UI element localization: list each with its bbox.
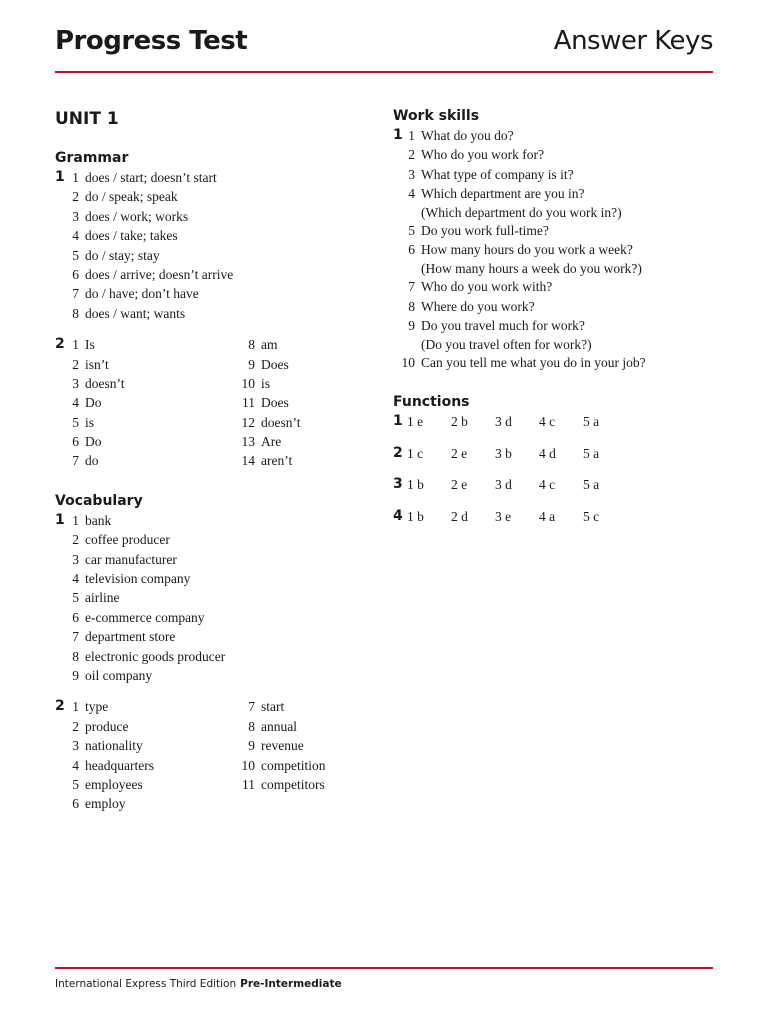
- answer-item: [393, 126, 713, 145]
- functions-answer: 2 b: [451, 414, 468, 430]
- item-answer: start: [261, 699, 285, 715]
- vocabulary-exercise-2-right: [231, 697, 326, 813]
- footer-divider: [55, 967, 713, 969]
- answer-item: [55, 335, 231, 354]
- item-number: 9: [408, 318, 415, 334]
- item-number: 3: [408, 166, 415, 182]
- functions-exercise: [393, 412, 713, 443]
- functions-answer: 4 c: [539, 477, 556, 493]
- answer-item: [55, 697, 231, 716]
- answer-item: [55, 608, 375, 627]
- vocabulary-exercise-2: [55, 697, 375, 813]
- answer-item: [55, 168, 375, 187]
- item-number: 1: [72, 699, 79, 715]
- answer-item: [55, 794, 231, 813]
- exercise-number: 2: [55, 336, 65, 353]
- item-number: 9: [248, 738, 255, 754]
- answer-item: [393, 316, 713, 335]
- item-answer: Do: [85, 434, 102, 450]
- answer-item: [55, 265, 375, 284]
- answer-item: [55, 588, 375, 607]
- item-answer: does / work; works: [85, 208, 189, 224]
- vocabulary-exercise-2-left: [55, 697, 231, 813]
- footer-edition: International Express Third Edition: [55, 978, 237, 990]
- exercise-number: 1: [55, 169, 65, 185]
- item-number: 8: [72, 648, 79, 664]
- item-answer: produce: [85, 718, 129, 734]
- vocabulary-exercise-1: [55, 511, 375, 686]
- page-title: Progress Test: [55, 26, 248, 56]
- functions-answers: [393, 412, 713, 538]
- grammar-exercise-1: [55, 168, 375, 323]
- functions-answer: 4 c: [539, 414, 556, 430]
- functions-heading: Functions: [393, 394, 470, 411]
- functions-answer: 4 a: [539, 508, 556, 524]
- exercise-number: 3: [393, 476, 403, 493]
- exercise-number: 4: [393, 507, 403, 524]
- item-number: 4: [72, 571, 79, 587]
- item-answer: Do you work full-time?: [421, 223, 549, 239]
- answer-item: [393, 240, 713, 259]
- item-alternative: (Do you travel often for work?): [421, 336, 592, 352]
- answer-item: [231, 756, 326, 775]
- item-number: 5: [72, 414, 79, 430]
- work-skills-heading: Work skills: [393, 108, 480, 124]
- item-number: 8: [248, 718, 255, 734]
- item-answer: Do you travel much for work?: [421, 318, 585, 334]
- item-answer: isn’t: [85, 356, 109, 372]
- answer-item: [55, 717, 231, 736]
- item-number: 2: [72, 532, 79, 548]
- item-number: 7: [408, 279, 415, 295]
- item-number: 6: [72, 796, 79, 812]
- item-answer: does / want; wants: [85, 305, 186, 321]
- item-number: 4: [72, 757, 79, 773]
- item-answer: Do: [85, 395, 102, 411]
- item-answer: type: [85, 699, 109, 715]
- item-number: 2: [72, 189, 79, 205]
- item-number: 14: [241, 453, 255, 469]
- item-answer: nationality: [85, 738, 143, 754]
- answer-item: [55, 393, 231, 412]
- item-answer: do: [85, 453, 99, 469]
- answer-item: [55, 355, 231, 374]
- answer-item: [231, 451, 301, 470]
- item-answer: car manufacturer: [85, 551, 177, 567]
- answer-item: [55, 550, 375, 569]
- item-number: 3: [72, 738, 79, 754]
- answer-alternative: [393, 260, 713, 278]
- answer-item: [231, 736, 326, 755]
- item-number: 10: [241, 757, 255, 773]
- item-number: 4: [408, 186, 415, 202]
- item-answer: do / stay; stay: [85, 247, 160, 263]
- item-number: 9: [248, 356, 255, 372]
- functions-exercise: [393, 444, 713, 475]
- exercise-number: 1: [393, 413, 403, 430]
- item-number: 10: [241, 375, 255, 391]
- grammar-exercise-2-left: [55, 335, 231, 471]
- answer-item: [231, 717, 326, 736]
- item-answer: Where do you work?: [421, 298, 535, 314]
- item-number: 6: [72, 266, 79, 282]
- functions-answer: 3 d: [495, 477, 512, 493]
- item-number: 2: [72, 356, 79, 372]
- item-answer: e-commerce company: [85, 609, 205, 625]
- item-number: 13: [241, 434, 255, 450]
- item-number: 2: [408, 147, 415, 163]
- answer-item: [55, 187, 375, 206]
- functions-answer: 1 b: [407, 508, 424, 524]
- functions-answer: 2 e: [451, 445, 468, 461]
- item-answer: Does: [261, 356, 289, 372]
- header-divider: [55, 71, 713, 73]
- functions-answer: 3 b: [495, 445, 512, 461]
- answer-item: [55, 226, 375, 245]
- grammar-heading: Grammar: [55, 150, 129, 166]
- functions-answer: 5 a: [583, 445, 600, 461]
- item-answer: airline: [85, 590, 120, 606]
- item-answer: competitors: [261, 776, 325, 792]
- item-answer: coffee producer: [85, 532, 170, 548]
- answer-item: [55, 569, 375, 588]
- item-alternative: (Which department do you work in?): [421, 204, 622, 220]
- right-column: [393, 106, 713, 538]
- footer-level: Pre-Intermediate: [240, 978, 342, 990]
- item-answer: electronic goods producer: [85, 648, 226, 664]
- answer-item: [231, 393, 301, 412]
- item-number: 5: [72, 247, 79, 263]
- answer-item: [231, 697, 326, 716]
- answer-item: [55, 246, 375, 265]
- answer-item: [55, 756, 231, 775]
- item-answer: competition: [261, 757, 326, 773]
- item-answer: bank: [85, 512, 112, 528]
- answer-item: [55, 627, 375, 646]
- answer-item: [393, 353, 713, 372]
- answer-item: [393, 297, 713, 316]
- item-number: 12: [241, 414, 255, 430]
- functions-exercise: [393, 507, 713, 538]
- item-answer: oil company: [85, 667, 153, 683]
- item-number: 9: [72, 667, 79, 683]
- answer-item: [393, 165, 713, 184]
- item-number: 1: [72, 170, 79, 185]
- item-number: 7: [72, 629, 79, 645]
- functions-answer: 1 c: [407, 445, 424, 461]
- item-answer: Which department are you in?: [421, 186, 585, 202]
- item-answer: revenue: [261, 738, 304, 754]
- exercise-number: 1: [55, 511, 65, 528]
- item-answer: What do you do?: [421, 128, 514, 143]
- item-answer: Who do you work for?: [421, 147, 544, 163]
- answer-item: [55, 511, 375, 530]
- item-answer: Is: [85, 337, 95, 353]
- item-answer: does / take; takes: [85, 228, 178, 244]
- item-answer: department store: [85, 629, 176, 645]
- item-number: 6: [72, 609, 79, 625]
- exercise-number: 2: [55, 698, 65, 715]
- item-number: 11: [242, 776, 255, 792]
- answer-item: [55, 284, 375, 303]
- item-answer: is: [85, 414, 95, 430]
- answer-item: [393, 277, 713, 296]
- answer-alternative: [393, 204, 713, 222]
- answer-item: [55, 666, 375, 685]
- item-answer: does / arrive; doesn’t arrive: [85, 266, 234, 282]
- exercise-number: 1: [393, 127, 403, 143]
- answer-item: [55, 647, 375, 666]
- item-number: 5: [72, 590, 79, 606]
- item-number: 4: [72, 228, 79, 244]
- item-number: 6: [72, 434, 79, 450]
- item-number: 5: [72, 776, 79, 792]
- functions-answer: 5 a: [583, 414, 600, 430]
- item-number: 11: [242, 395, 255, 411]
- exercise-number: 2: [393, 444, 403, 461]
- item-answer: How many hours do you work a week?: [421, 242, 633, 258]
- functions-answer: 1 b: [407, 477, 424, 493]
- functions-exercise: [393, 475, 713, 506]
- grammar-exercise-2-right: [231, 335, 301, 471]
- item-answer: What type of company is it?: [421, 166, 574, 182]
- vocabulary-heading: Vocabulary: [55, 492, 143, 509]
- answer-item: [393, 184, 713, 203]
- answer-item: [231, 413, 301, 432]
- answer-item: [55, 207, 375, 226]
- item-number: 3: [72, 551, 79, 567]
- item-alternative: (How many hours a week do you work?): [421, 260, 642, 276]
- item-number: 4: [72, 395, 79, 411]
- item-answer: do / have; don’t have: [85, 286, 199, 302]
- item-number: 7: [72, 286, 79, 302]
- item-answer: television company: [85, 571, 191, 587]
- answer-item: [55, 736, 231, 755]
- functions-answer: 3 e: [495, 508, 512, 524]
- item-answer: doesn’t: [85, 375, 125, 391]
- item-answer: annual: [261, 718, 297, 734]
- item-number: 8: [72, 305, 79, 321]
- item-answer: Who do you work with?: [421, 279, 553, 295]
- answer-item: [55, 530, 375, 549]
- item-number: 7: [72, 453, 79, 469]
- answer-item: [231, 775, 326, 794]
- functions-answer: 4 d: [539, 445, 556, 461]
- item-answer: Does: [261, 395, 289, 411]
- item-answer: am: [261, 337, 278, 353]
- item-answer: does / start; doesn’t start: [85, 170, 217, 185]
- item-answer: Can you tell me what you do in your job?: [421, 355, 646, 371]
- answer-item: [55, 775, 231, 794]
- unit-title: UNIT 1: [55, 109, 119, 129]
- functions-answer: 2 d: [451, 508, 468, 524]
- item-number: 1: [72, 512, 79, 528]
- functions-answer: 2 e: [451, 477, 468, 493]
- functions-answer: 3 d: [495, 414, 512, 430]
- answer-item: [55, 374, 231, 393]
- answer-item: [393, 145, 713, 164]
- page-subtitle: Answer Keys: [553, 26, 713, 56]
- item-number: 8: [248, 337, 255, 353]
- item-number: 7: [248, 699, 255, 715]
- item-answer: aren’t: [261, 453, 293, 469]
- answer-alternative: [393, 336, 713, 354]
- item-number: 6: [408, 242, 415, 258]
- answer-item: [55, 451, 231, 470]
- answer-item: [55, 413, 231, 432]
- answer-item: [231, 335, 301, 354]
- item-number: 3: [72, 208, 79, 224]
- item-answer: employees: [85, 776, 143, 792]
- item-number: 8: [408, 298, 415, 314]
- functions-answer: 5 c: [583, 508, 600, 524]
- footer: [55, 978, 342, 990]
- answer-item: [231, 432, 301, 451]
- answer-item: [55, 432, 231, 451]
- item-answer: Are: [261, 434, 282, 450]
- answer-item: [231, 355, 301, 374]
- item-answer: doesn’t: [261, 414, 301, 430]
- item-answer: do / speak; speak: [85, 189, 178, 205]
- grammar-exercise-2: [55, 335, 375, 471]
- item-answer: employ: [85, 796, 126, 812]
- left-column: [55, 108, 375, 814]
- item-number: 3: [72, 375, 79, 391]
- functions-answer: 5 a: [583, 477, 600, 493]
- item-number: 1: [72, 337, 79, 353]
- work-skills-exercise-1: [393, 126, 713, 372]
- item-number: 5: [408, 223, 415, 239]
- answer-item: [55, 304, 375, 323]
- item-number: 1: [408, 128, 415, 143]
- functions-answer: 1 e: [407, 414, 424, 430]
- item-number: 10: [401, 355, 415, 371]
- answer-item: [393, 221, 713, 240]
- item-answer: is: [261, 375, 271, 391]
- item-number: 2: [72, 718, 79, 734]
- answer-item: [231, 374, 301, 393]
- item-answer: headquarters: [85, 757, 154, 773]
